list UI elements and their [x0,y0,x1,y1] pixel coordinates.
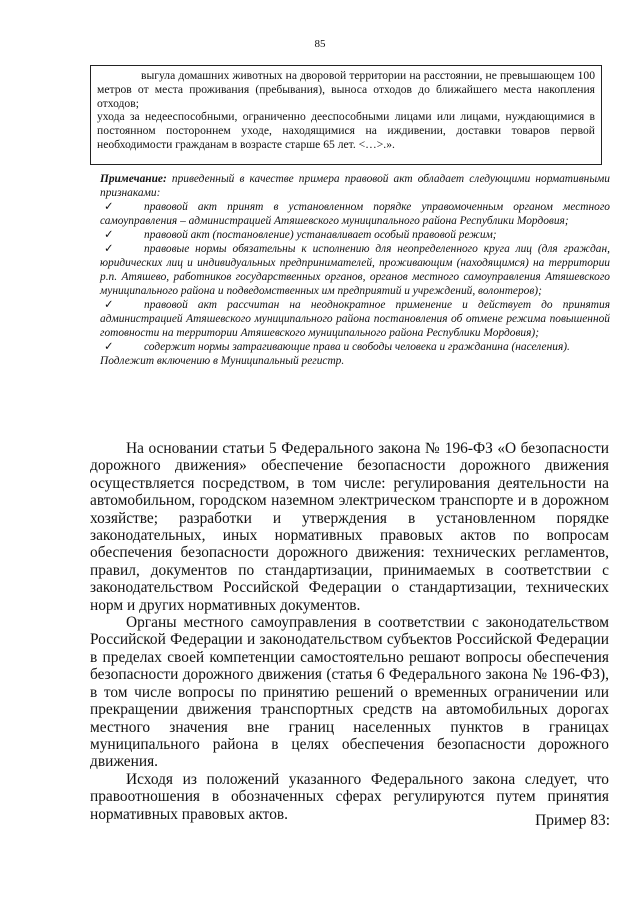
checkmark-icon: ✓ [104,341,114,353]
note-item: содержит нормы затрагивающие права и свободы человека и гражданина (населения). [144,341,570,353]
note-block [100,172,610,368]
note-item: правовой акт принят в установленном порядке управомоченным органом местного самоуправления – администрацией Атяшевского муниципального района Республики Мордовия; [100,201,610,227]
quoted-act-excerpt [90,65,602,165]
note-item: правовые нормы обязательны к исполнению для неопределенного круга лиц (для граждан, юридических лиц и индивидуальных предпринимателей, проживающим (находящимся) на территории р.п. Атяшево, работников государственных органов, органов местного самоуправления Атяшевского муниципального района и подведомственных им предприятий и учреждений, волонтеров); [100,243,610,297]
note-item: правовой акт рассчитан на неоднократное применение и действует до принятия администрацией Атяшевского муниципального района постановления об отмене режима повышенной готовности на территории Атяшевского муниципального района Республики Мордовия); [100,299,610,339]
note-item: правовой акт (постановление) устанавливает особый правовой режим; [144,229,497,241]
checkmark-icon: ✓ [104,201,114,213]
note-footer: Подлежит включению в Муниципальный регистр. [100,355,345,367]
excerpt-paragraph: выгула домашних животных на дворовой территории на расстоянии, не превышающем 100 метров от места проживания (пребывания), выноса отходов до ближайшего места накопления отходов; [97,69,595,110]
checkmark-icon: ✓ [104,243,114,255]
note-intro: приведенный в качестве примера правовой акт обладает следующими нормативными признаками: [100,173,610,199]
body-paragraph: Исходя из положений указанного Федерального закона следует, что правоотношения в обозначенных сферах регулируются путем принятия нормативных правовых актов. [90,770,609,823]
body-paragraph: Органы местного самоуправления в соответствии с законодательством Российской Федерации и законодательством субъектов Российской Федерации в пределах своей компетенции самостоятельно решают вопросы обеспечения безопасности дорожного движения (статья 6 Федерального закона № 196-ФЗ), в том числе вопросы по принятию решений о временных ограничении или прекращении движения транспортных средств на автомобильных дорогах местного значения вне границ населенных пунктов в границах муниципального района в целях обеспечения безопасности дорожного движения. [90,614,609,771]
body-paragraph: На основании статьи 5 Федерального закона № 196-ФЗ «О безопасности дорожного движения» обеспечение безопасности дорожного движения осуществляется посредством, в том числе: регулирования деятельности на автомобильном, городском наземном электрическом транспорте и в дорожном хозяйстве; разработки и утверждения в установленном порядке законодательных, иных нормативных правовых актов по вопросам обеспечения безопасности дорожного движения: технических регламентов, правил, документов по стандартизации, принимаемых в соответствии с законодательством Российской Федерации о стандартизации, технических норм и других нормативных документов. [90,440,609,614]
excerpt-paragraph: ухода за недееспособными, ограниченно дееспособными лицами или лицами, нуждающимися в постоянном постороннем уходе, находящимися на иждивении, доставки товаров первой необходимости гражданам в возрасте старше 65 лет. <…>.». [97,110,595,151]
checkmark-icon: ✓ [104,229,114,241]
checkmark-icon: ✓ [104,299,114,311]
page-number: 85 [314,38,326,50]
main-text [90,440,609,823]
example-label: Пример 83: [535,812,610,829]
note-heading: Примечание: [100,173,167,185]
